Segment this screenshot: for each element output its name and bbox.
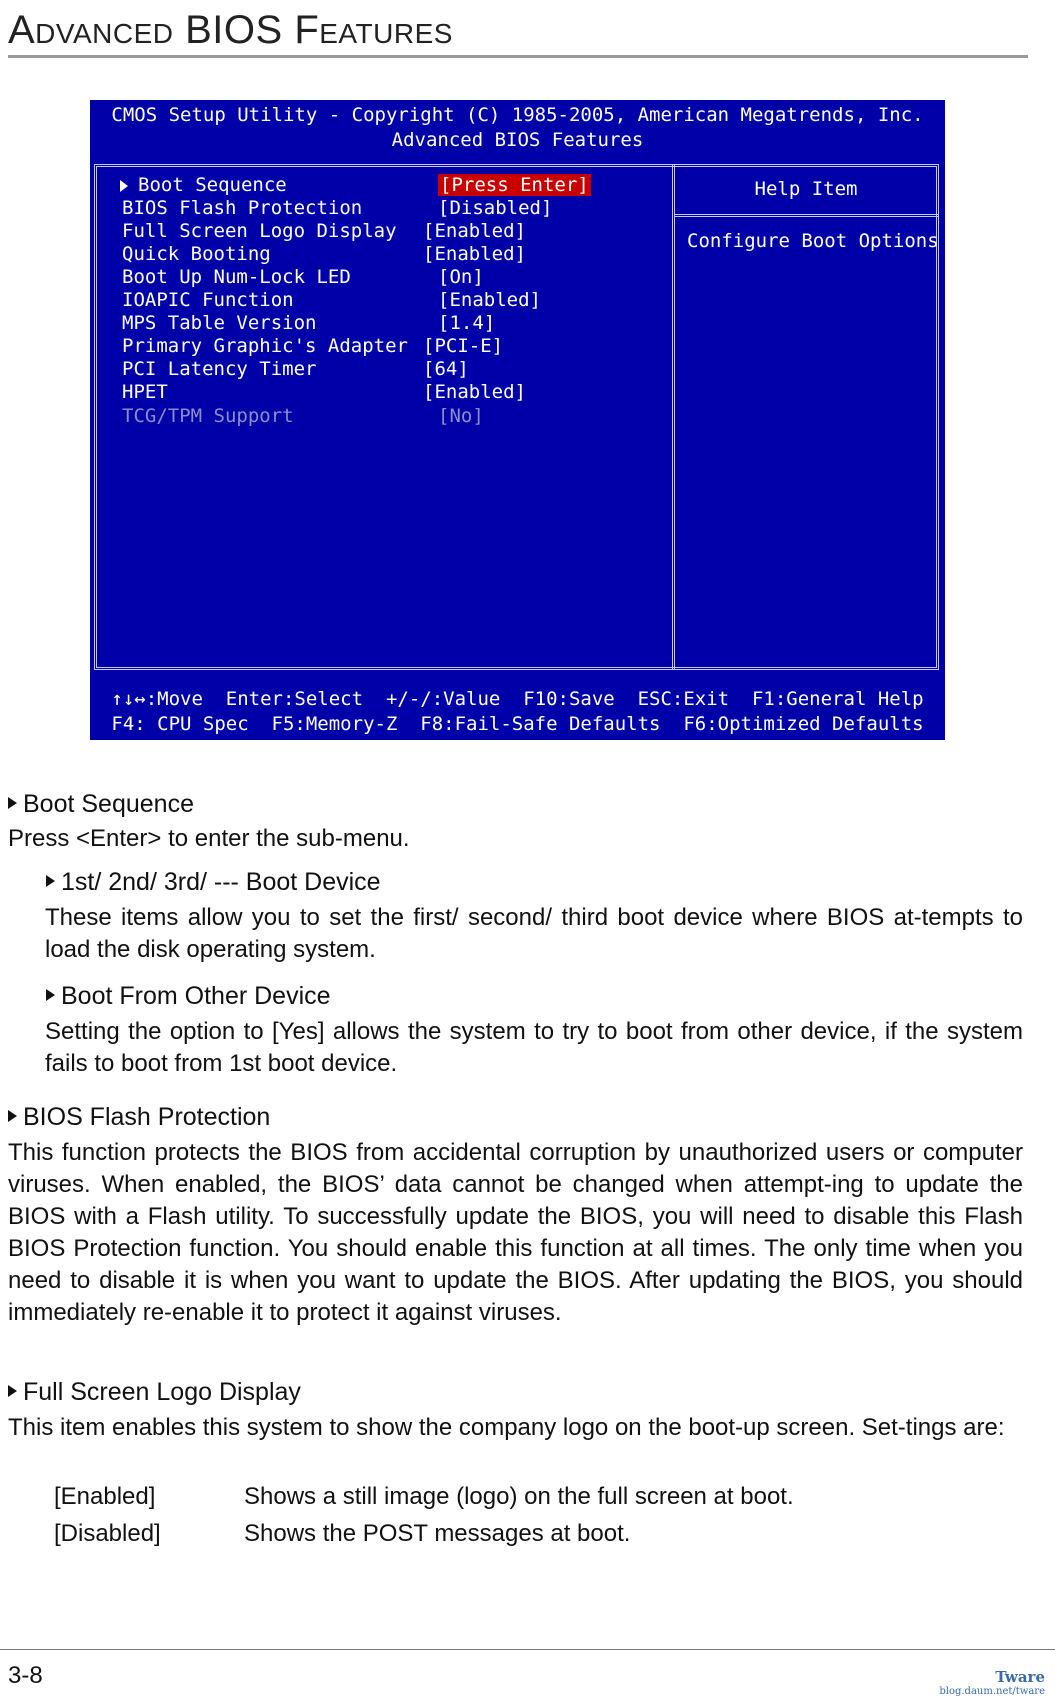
subheading-boot-from-other-device	[46, 982, 331, 1011]
item-value[interactable]: [PCI-E]	[423, 335, 504, 357]
item-label: TCG/TPM Support	[122, 405, 294, 427]
watermark	[939, 1668, 1045, 1697]
boot-sequence-text: Press <Enter> to enter the sub-menu.	[8, 825, 410, 852]
item-label: Primary Graphic's Adapter	[122, 335, 408, 357]
full-screen-logo-text: This item enables this system to show the company logo on the boot-up screen. Set-tings are:	[8, 1414, 1005, 1441]
key-legend-line-2: F4: CPU Spec F5:Memory-Z F8:Fail-Safe Defaults F6:Optimized Defaults	[111, 713, 924, 735]
bios-item-boot-sequence[interactable]	[90, 174, 670, 199]
item-value[interactable]: [Enabled]	[423, 381, 526, 403]
item-value[interactable]: [Press Enter]	[440, 174, 589, 196]
bios-item-quick-booting[interactable]	[90, 243, 670, 268]
bios-header-subtitle: Advanced BIOS Features	[391, 129, 644, 151]
footer-rule	[0, 1649, 1055, 1650]
help-title: Help Item	[754, 178, 858, 200]
bullet-triangle-icon	[8, 797, 17, 809]
item-label: MPS Table Version	[122, 312, 317, 334]
bios-item-hpet[interactable]	[90, 381, 670, 406]
help-divider	[674, 214, 938, 217]
item-value[interactable]: [1.4]	[438, 312, 496, 334]
page-number: 3-8	[8, 1662, 43, 1689]
bullet-triangle-icon	[8, 1385, 17, 1397]
section-heading-full-screen-logo	[8, 1378, 301, 1407]
section-heading-bios-flash-protection	[8, 1103, 270, 1132]
item-value[interactable]: [Enabled]	[438, 289, 541, 311]
setting-description: Shows the POST messages at boot.	[244, 1520, 631, 1547]
watermark-url: blog.daum.net/tware	[939, 1686, 1045, 1697]
boot-from-other-device-text: Setting the option to [Yes] allows the system to try to boot from other device, if the system fails to boot from 1st boot device.	[45, 1018, 1023, 1077]
bios-item-tcg-tpm-support	[90, 405, 670, 430]
bios-screen	[90, 100, 945, 740]
bios-header	[90, 100, 945, 154]
item-value[interactable]: [64]	[423, 358, 469, 380]
bios-item-bios-flash-protection[interactable]	[90, 197, 670, 222]
item-label: PCI Latency Timer	[122, 358, 317, 380]
subheading-boot-device	[46, 868, 381, 897]
heading-text: BIOS Flash Protection	[23, 1103, 271, 1131]
bios-item-pci-latency-timer[interactable]	[90, 358, 670, 383]
submenu-arrow-icon	[120, 180, 128, 192]
page-title: Advanced BIOS Features	[8, 8, 453, 52]
setting-description: Shows a still image (logo) on the full screen at boot.	[244, 1483, 794, 1510]
bullet-triangle-icon	[46, 989, 55, 1001]
title-rule	[8, 55, 1028, 58]
bullet-triangle-icon	[8, 1110, 17, 1122]
bios-header-title: CMOS Setup Utility - Copyright (C) 1985-2005, American Megatrends, Inc.	[111, 104, 924, 126]
watermark-name: Tware	[995, 1668, 1045, 1686]
bios-key-legend	[90, 680, 945, 740]
item-label: Quick Booting	[122, 243, 271, 265]
item-value[interactable]: [Enabled]	[423, 243, 526, 265]
item-label: Boot Up Num-Lock LED	[122, 266, 351, 288]
heading-text: Boot From Other Device	[61, 982, 331, 1010]
key-legend-line-1: ↑↓↔:Move Enter:Select +/-/:Value F10:Save ESC:Exit F1:General Help	[111, 688, 924, 710]
bios-item-num-lock-led[interactable]	[90, 266, 670, 291]
bios-item-primary-graphics-adapter[interactable]	[90, 335, 670, 360]
heading-text: Boot Sequence	[23, 790, 194, 818]
item-label: IOAPIC Function	[122, 289, 294, 311]
bios-item-full-screen-logo[interactable]	[90, 220, 670, 245]
item-value[interactable]: [On]	[438, 266, 484, 288]
bullet-triangle-icon	[46, 875, 55, 887]
bios-item-mps-table-version[interactable]	[90, 312, 670, 337]
heading-text: Full Screen Logo Display	[23, 1378, 301, 1406]
heading-text: 1st/ 2nd/ 3rd/ --- Boot Device	[61, 868, 381, 896]
item-label: Full Screen Logo Display	[122, 220, 397, 242]
bios-item-ioapic-function[interactable]	[90, 289, 670, 314]
setting-key: [Disabled]	[54, 1520, 161, 1547]
section-heading-boot-sequence	[8, 790, 194, 819]
bios-flash-protection-text: This function protects the BIOS from accidental corruption by unauthorized users or computer viruses. When enabled, the BIOS’ data cannot be changed when attempt-ing to update the BIOS with a Flash utility. To successfully update the BIOS, you will need to disable this Flash BIOS Protection function. You should enable this function at all times. The only time when you need to disable it is when you want to update the BIOS. After updating the BIOS, you should immediately re-enable it to protect it against viruses.	[8, 1139, 1023, 1326]
boot-device-text: These items allow you to set the first/ second/ third boot device where BIOS at-tempts to load the disk operating system.	[45, 904, 1023, 963]
setting-key: [Enabled]	[54, 1483, 156, 1510]
item-label: BIOS Flash Protection	[122, 197, 363, 219]
bios-panel-divider	[672, 164, 675, 670]
item-label: Boot Sequence	[138, 174, 287, 196]
item-label: HPET	[122, 381, 168, 403]
item-value: [No]	[438, 405, 484, 427]
help-text: Configure Boot Options	[687, 230, 939, 252]
item-value[interactable]: [Disabled]	[438, 197, 553, 219]
item-value[interactable]: [Enabled]	[423, 220, 526, 242]
